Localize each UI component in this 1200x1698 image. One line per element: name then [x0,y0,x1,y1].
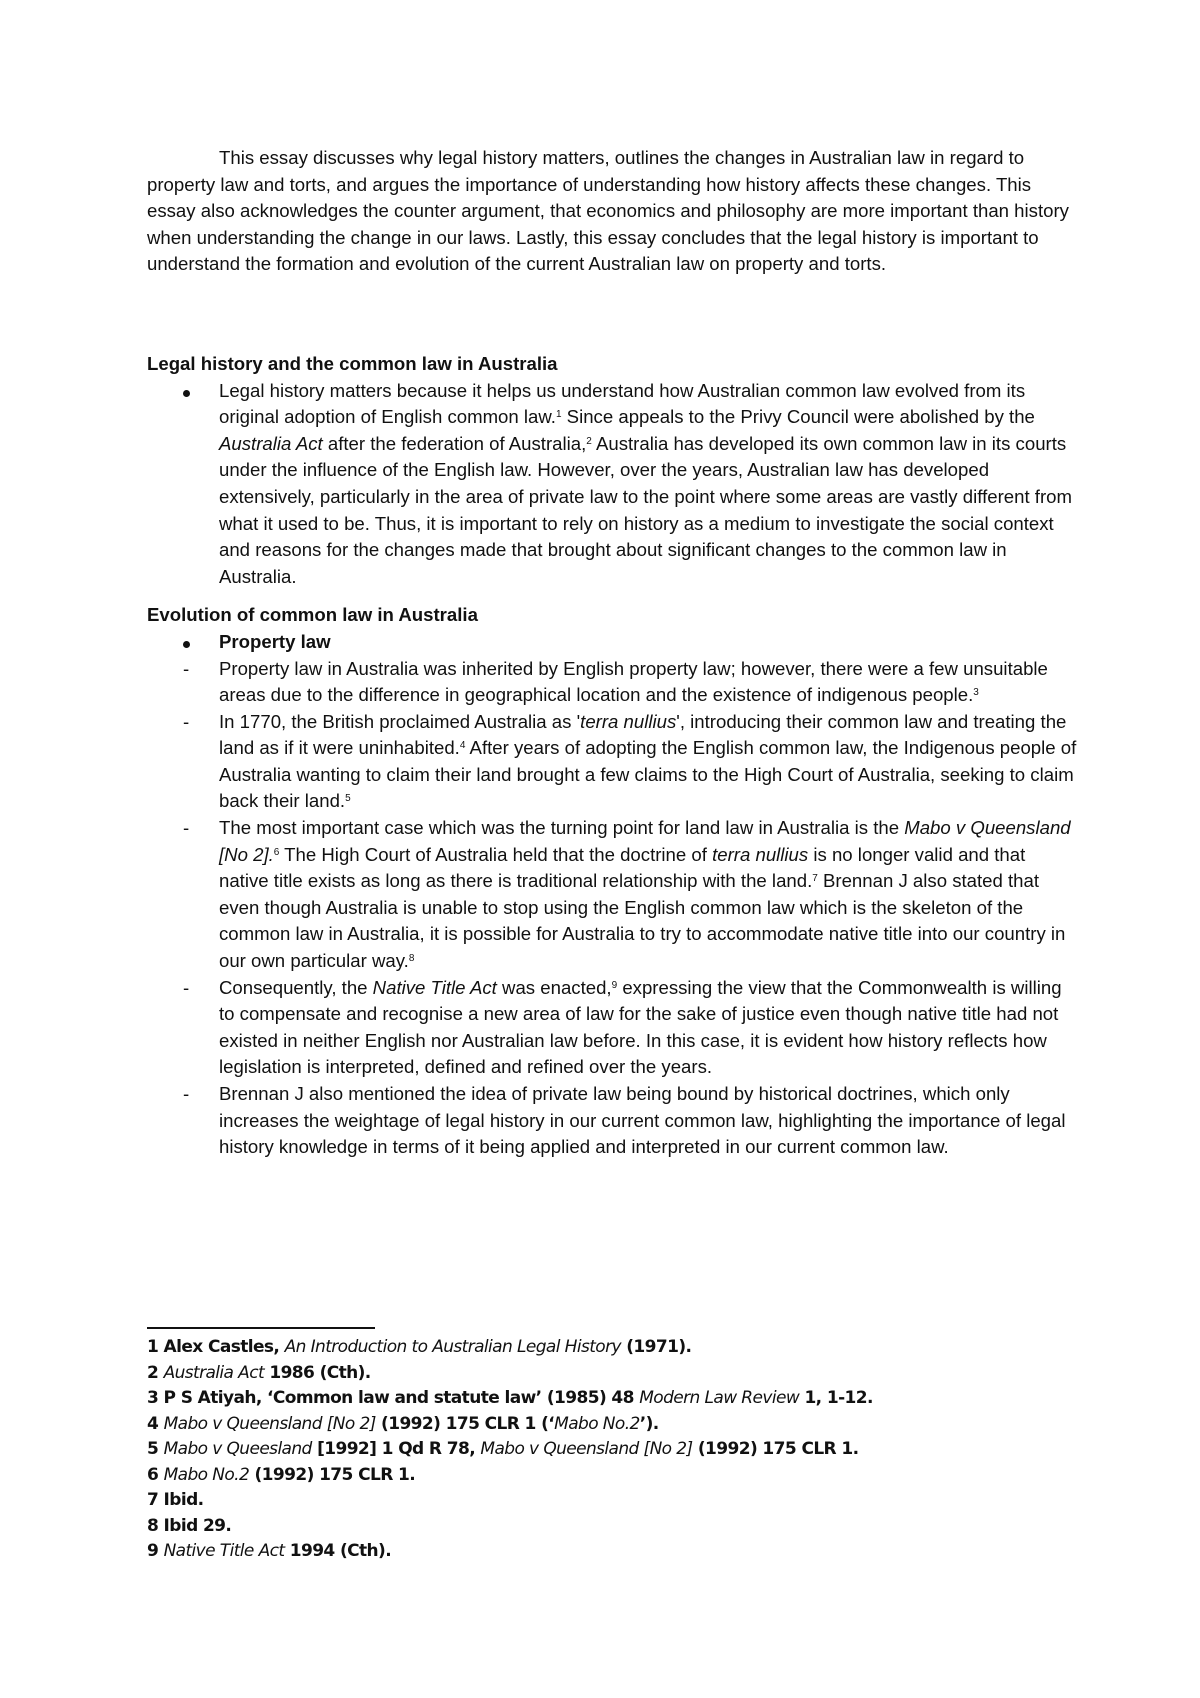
dash-icon: - [183,817,190,839]
dash-icon: - [183,657,190,679]
footnote: 4 Mabo v Queensland [No 2] (1992) 175 CLR 1 (‘Mabo No.2’). [147,1413,659,1434]
legal-history-bullet-list [147,378,1077,591]
dash-icon: - [183,1083,190,1104]
section-heading-evolution: Evolution of common law in Australia [147,604,478,626]
footnote: 6 Mabo No.2 (1992) 175 CLR 1. [147,1464,416,1485]
footnote-separator [147,1327,375,1329]
intro-paragraph: This essay discusses why legal history matters, outlines the changes in Australian law in regard to property law and torts, and argues the importance of understanding how history affects these changes. This essay also acknowledges the counter argument, that economics and philosophy are more important than history when understanding the change in our laws. Lastly, this essay concludes that the legal history is important to understand the formation and evolution of the current Australian law on property and torts. [147,147,1069,275]
list-item-property-law [147,629,1077,656]
list-item: - Brennan J also mentioned the idea of private law being bound by historical doctrines, which only increases the weightage of legal history in our current common law, highlighting the importance of legal history knowledge in terms of it being applied and interpreted in our current common law. [183,1083,1066,1158]
evolution-list [147,629,1077,1161]
footnote-ref: 4 [459,740,466,752]
footnote: 7 Ibid. [147,1490,204,1510]
footnote-ref: 1 [555,409,562,421]
bullet-icon [183,378,197,405]
bullet-icon [183,629,197,656]
footnotes [147,1335,1077,1565]
footnote-ref: 9 [611,979,618,991]
list-item: Legal history matters because it helps us understand how Australian common law evolved from its original adoption of English common law.$^1$ Since appeals to the Privy Council were abolished by the Australia Act after the federation of Australia,$^2$ Australia has developed its own common law in its courts under the influence of the English law. However, over the years, Australian law has developed extensively, particularly in the area of private law to the point where some areas are vastly different from what it used to be. Thus, it is important to rely on history as a medium to investigate the social context and reasons for the changes made that brought about significant changes to the common law in Australia. [147,378,1077,591]
list-item: - Property law in Australia was inherited by English property law; however, there were a few unsuitable areas due to the difference in geographical location and the existence of indigenous people.$^3$ [183,657,1048,706]
essay-body [147,145,1077,1161]
dash-icon: - [183,976,190,998]
footnote-ref: 7 [812,873,818,885]
footnote: 8 Ibid 29. [147,1515,232,1536]
footnote: 9 Native Title Act 1994 (Cth). [147,1541,392,1561]
list-item: - In 1770, the British proclaimed Australia as 'terra nullius', introducing their common law and treating the land as if it were uninhabited.$^4$ After years of adopting the English common law, the Indigenous people of Australia wanting to claim their land brought a few claims to the High Court of Australia, seeking to claim back their land.$^5$ [183,710,1077,812]
list-item: - Consequently, the Native Title Act was enacted,$^9$ expressing the view that the Commonwealth is willing to compensate and recognise a new area of law for the sake of justice even though native title had not existed in neither English nor Australian law before. In this case, it is evident how history reflects how legislation is interpreted, defined and refined over the years. [183,976,1062,1078]
property-law-label: Property law [219,630,331,652]
footnote: 1 Alex Castles, An Introduction to Australian Legal History (1971). [147,1337,692,1357]
footnote: 3 P S Atiyah, ‘Common law and statute law’ (1985) 48 Modern Law Review 1, 1-12. [147,1388,873,1408]
dash-icon: - [183,710,190,732]
footnote-ref: 8 [408,953,415,965]
footnote: 5 Mabo v Queesland [1992] 1 Qd R 78, Mabo v Queensland [No 2] (1992) 175 CLR 1. [147,1439,859,1459]
footnote-ref: 5 [345,793,351,805]
section-heading-legal-history: Legal history and the common law in Australia [147,352,558,374]
list-item: - The most important case which was the turning point for land law in Australia is the Mabo v Queensland [No 2].$^6$ The High Court of Australia held that the doctrine of terra nullius is no longer valid and that native title exists as long as there is traditional relationship with the land.$^7$ Brennan J also stated that even though Australia is unable to stop using the English common law which is the skeleton of the common law in Australia, it is possible for Australia to try to accommodate native title into our country in our own particular way.$^8$ [183,817,1071,972]
footnote-ref: 3 [973,687,979,699]
footnote: 2 Australia Act 1986 (Cth). [147,1362,371,1383]
footnote-ref: 6 [273,846,280,858]
footnote-ref: 2 [586,435,592,447]
